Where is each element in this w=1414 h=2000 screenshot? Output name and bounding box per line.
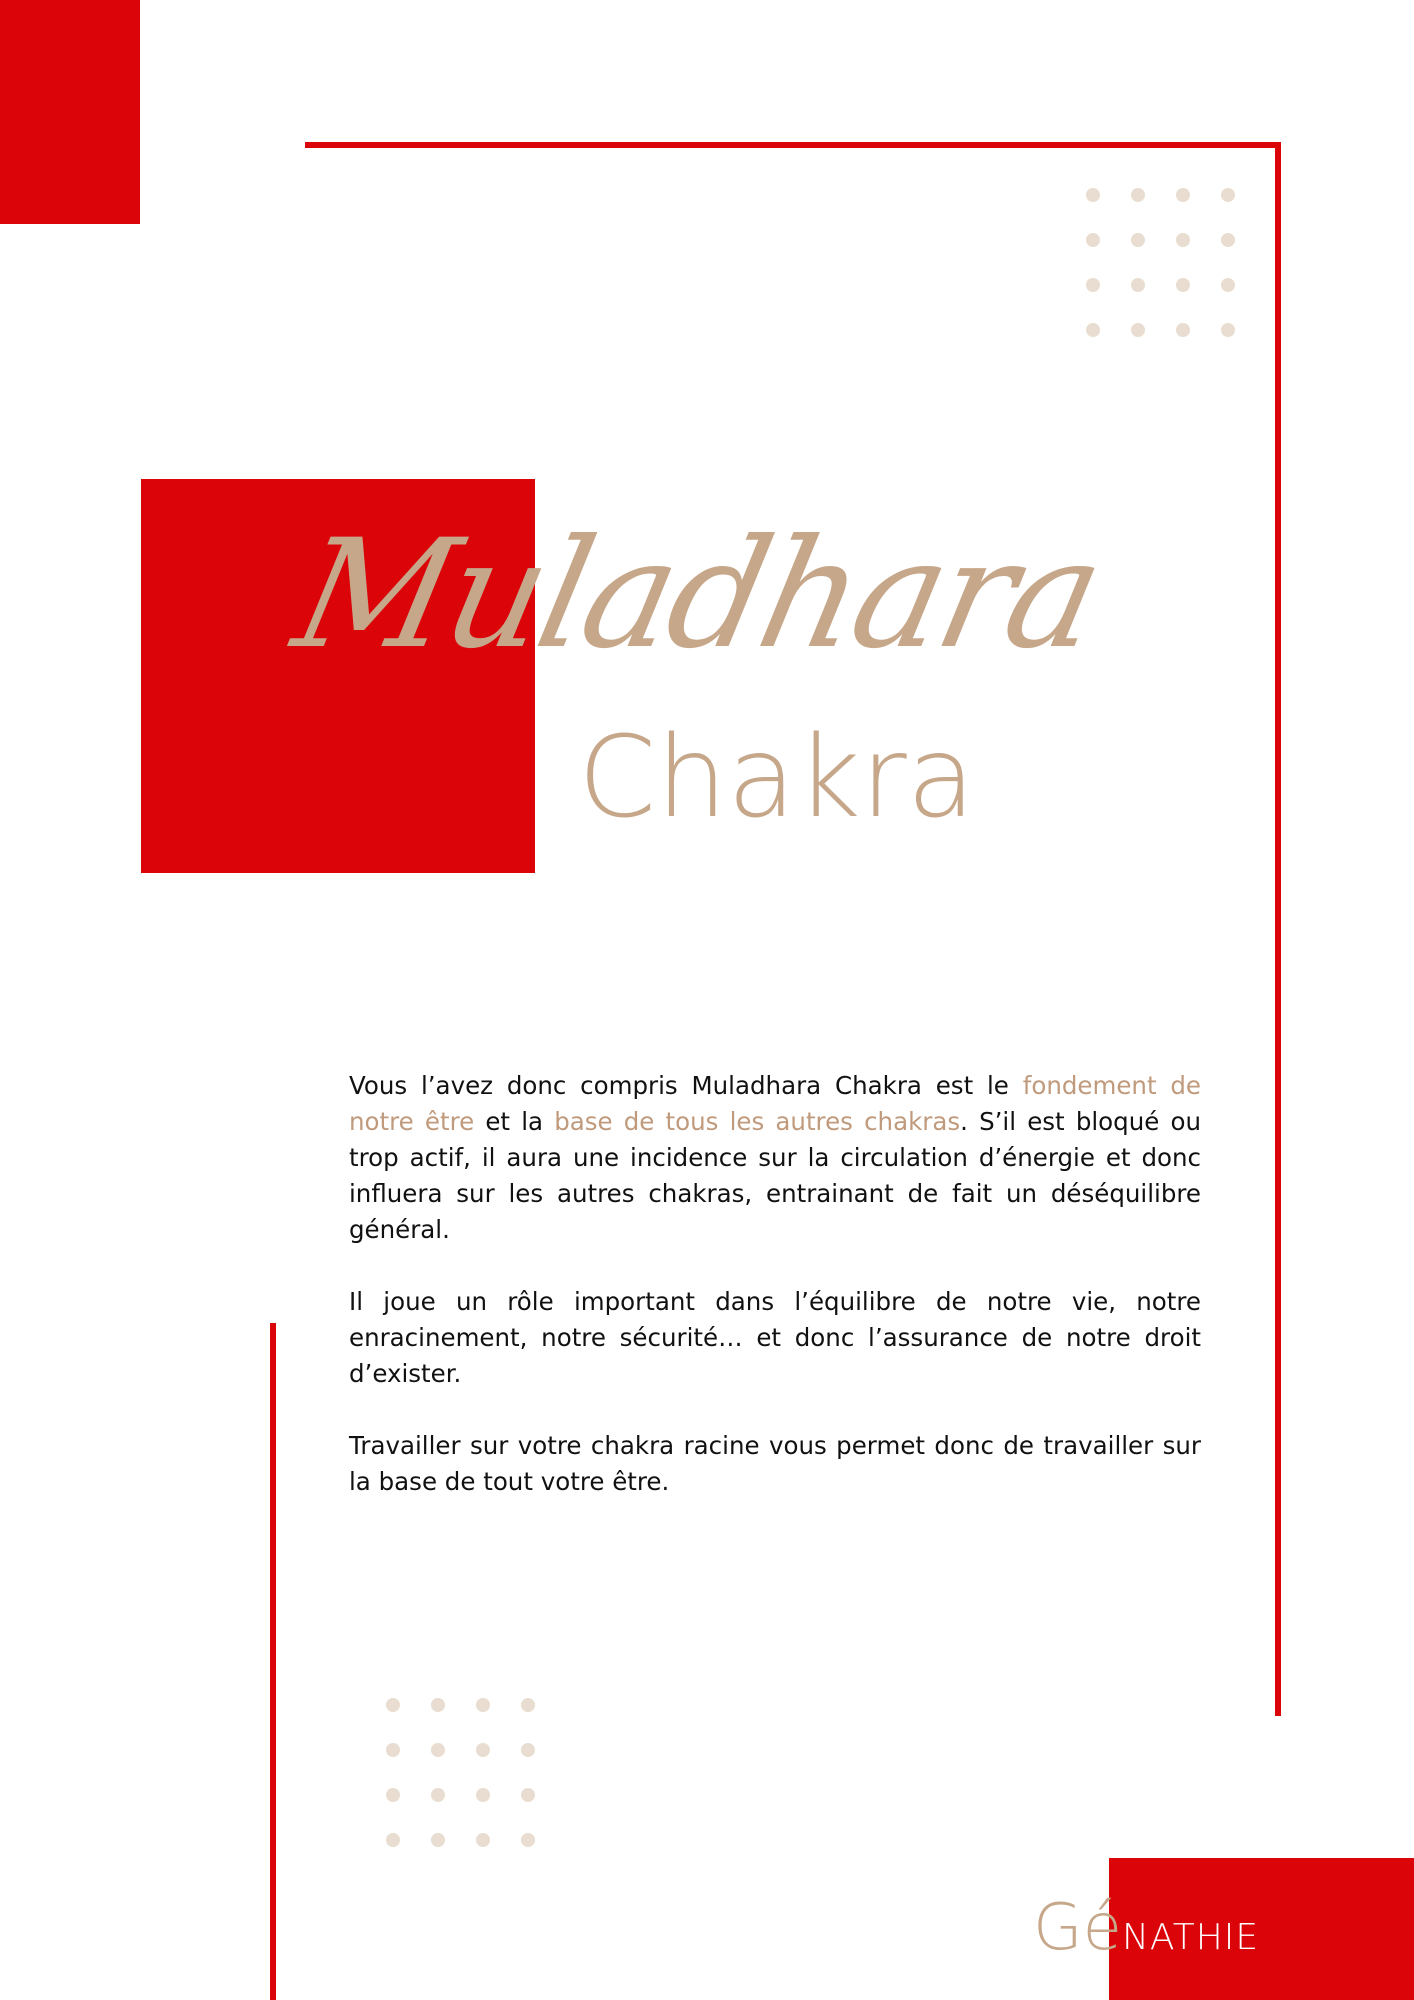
- brand-logo: [1033, 1891, 1260, 1965]
- text: . S’il est bloqué ou trop actif, il aura une incidence sur la circulation d’énergie et donc influera sur les autres chakras, entrainant de fait un déséquilibre général.: [349, 1107, 1201, 1244]
- highlight: fondement de notre être: [349, 1071, 1201, 1136]
- paragraph-3: Travailler sur votre chakra racine vous permet donc de travailler sur la base de tout votre être.: [349, 1431, 1201, 1496]
- paragraph-2: Il joue un rôle important dans l’équilibre de notre vie, notre enracinement, notre sécurité… et donc l’assurance de notre droit d’exister.: [349, 1287, 1201, 1388]
- text: et la: [474, 1107, 555, 1136]
- title-main: Chakra: [578, 713, 976, 843]
- dot-grid-top: [1086, 188, 1235, 337]
- paragraph-1: [349, 1068, 1201, 1248]
- text: Vous l’avez donc compris Muladhara Chakra est le: [349, 1071, 1023, 1100]
- title-script: Muladhara: [281, 508, 1114, 682]
- frame-line-left: [270, 1323, 276, 2000]
- logo-part-1: Gé: [1033, 1891, 1122, 1965]
- corner-block-top-left: [0, 0, 140, 224]
- frame-line-right: [1275, 142, 1281, 1716]
- body-text: [349, 1068, 1201, 1536]
- frame-line-top: [305, 142, 1281, 148]
- dot-grid-bottom: [386, 1698, 535, 1847]
- logo-part-2: NATHIE: [1121, 1917, 1260, 1958]
- highlight: base de tous les autres chakras: [554, 1107, 961, 1136]
